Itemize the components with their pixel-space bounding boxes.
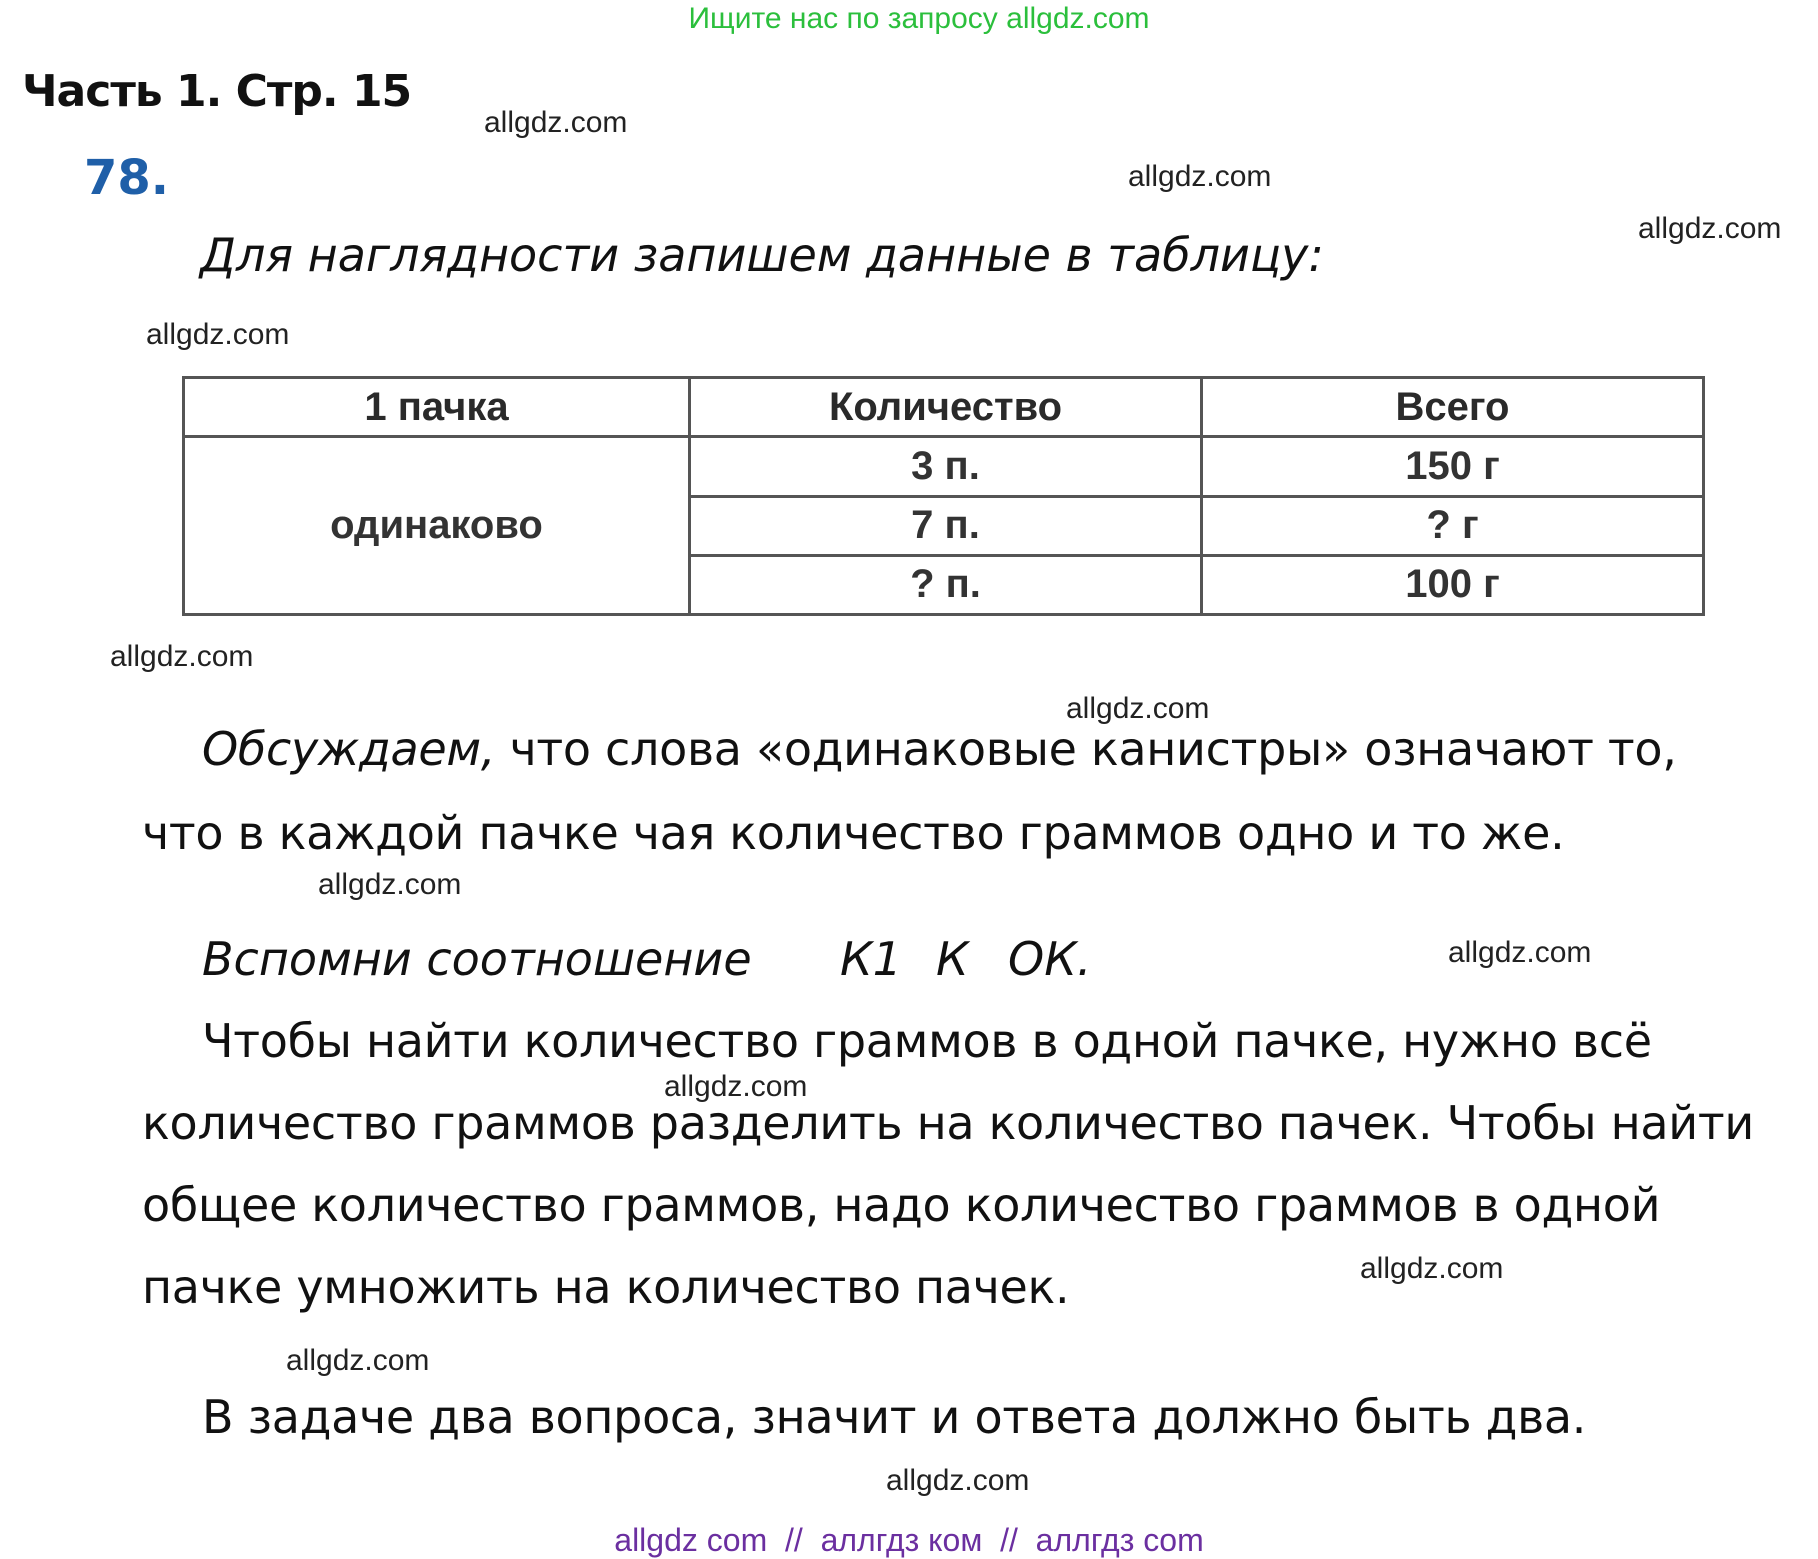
watermark: allgdz.com [110,640,254,673]
discussion-text: что слова «одинаковые канистры» означают то, [495,722,1677,776]
relation-text: Вспомни соотношение [202,932,752,986]
table-cell: ? г [1202,496,1704,555]
table-cell: 150 г [1202,437,1704,496]
table-header: 1 пачка [184,378,690,437]
table-cell: 100 г [1202,555,1704,614]
page-title: Часть 1. Стр. 15 [22,66,412,117]
watermark: allgdz.com [1128,160,1272,193]
discussion-lead: Обсуждаем, [202,722,496,776]
watermark: allgdz.com [318,868,462,901]
table-header: Всего [1202,378,1704,437]
merged-cell: одинаково [184,437,690,615]
rule-line: Чтобы найти количество граммов в одной пачке, нужно всё [202,1014,1652,1068]
rule-line: общее количество граммов, надо количество граммов в одной [142,1178,1661,1232]
top-banner: Ищите нас по запросу allgdz.com [688,2,1150,35]
table-cell: ? п. [690,555,1202,614]
watermark: allgdz.com [286,1344,430,1377]
watermark: allgdz.com [146,318,290,351]
watermark: allgdz.com [886,1464,1030,1497]
table-header: Количество [690,378,1202,437]
table-cell: 3 п. [690,437,1202,496]
conclusion-text: В задаче два вопроса, значит и ответа должно быть два. [202,1390,1587,1444]
discussion-line-2: что в каждой пачке чая количество граммов одно и то же. [142,806,1565,860]
relation-ok: ОК. [1008,932,1092,986]
table-row [184,437,1704,496]
task-number: 78. [84,150,170,206]
footer-links: allgdz com // аллгдз ком // аллгдз com [614,1522,1204,1558]
watermark: allgdz.com [1638,212,1782,245]
relation-k1: К1 [840,932,902,986]
data-table [182,376,1705,616]
rule-line: количество граммов разделить на количество пачек. Чтобы найти [142,1096,1754,1150]
relation-k: К [936,932,969,986]
watermark: allgdz.com [1360,1252,1504,1285]
watermark: allgdz.com [1448,936,1592,969]
intro-text: Для наглядности запишем данные в таблицу: [200,228,1324,282]
rule-line: пачке умножить на количество пачек. [142,1260,1070,1314]
table-header-row [184,378,1704,437]
watermark: allgdz.com [484,106,628,139]
table-cell: 7 п. [690,496,1202,555]
discussion-line-1 [202,722,1677,776]
watermark: allgdz.com [664,1070,808,1103]
watermark: allgdz.com [1066,692,1210,725]
